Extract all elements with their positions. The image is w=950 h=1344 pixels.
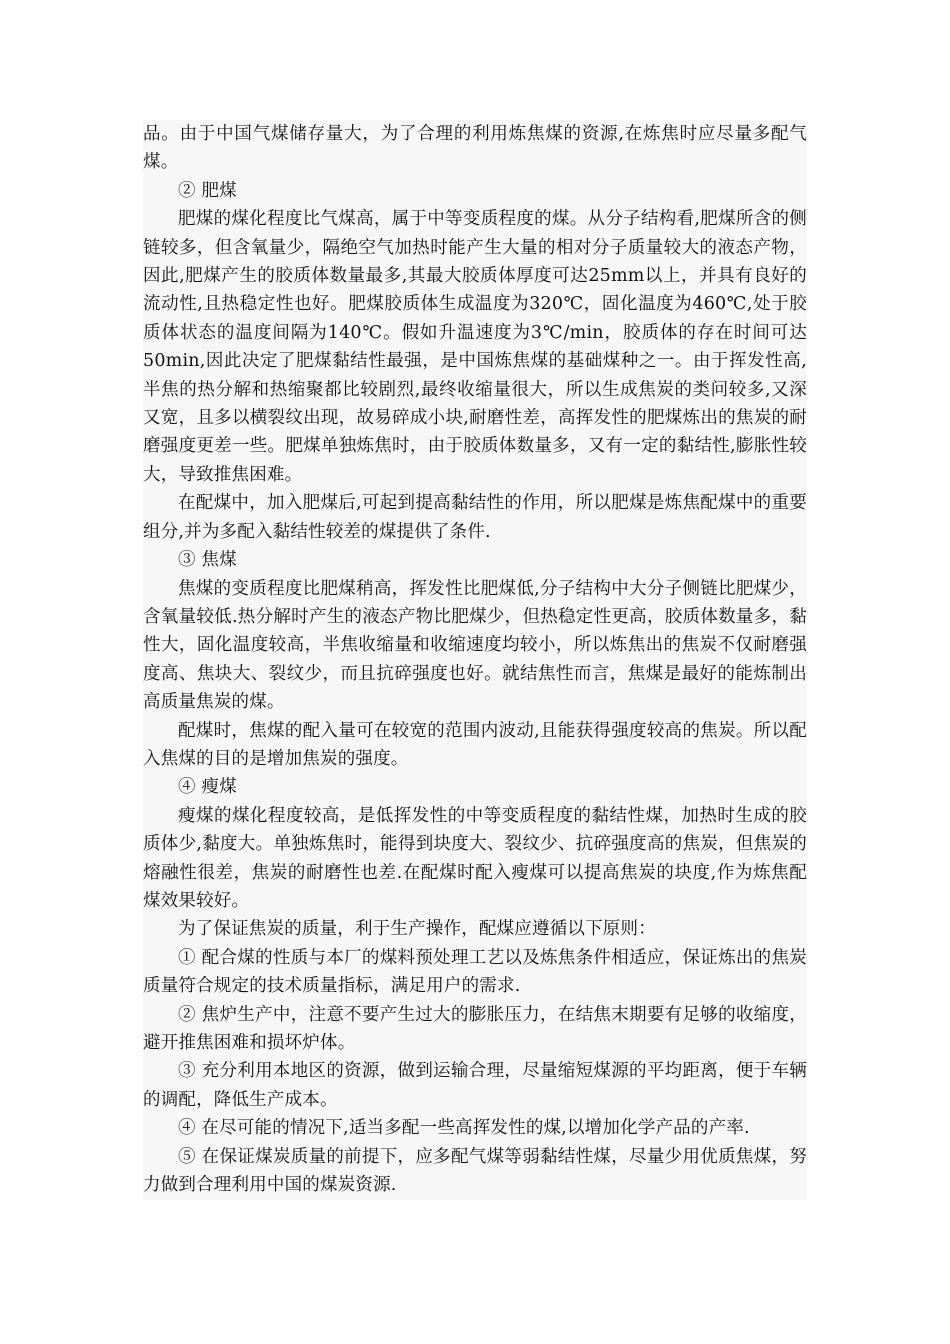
section-heading-jiaomei: ③ 焦煤	[178, 550, 237, 571]
paragraph-shoumei-description: 瘦煤的煤化程度较高，是低挥发性的中等变质程度的黏结性煤，加热时生成的胶质体少,黏度大。单独炼焦时，能得到块度大、裂纹少、抗碎强度高的焦炭，但焦炭的熔融性很差，焦炭的耐磨性也差.在配煤时配入瘦煤可以提高焦炭的块度,作为炼焦配煤效果较好。	[143, 805, 807, 911]
principle-item-1: ① 配合煤的性质与本厂的煤料预处理工艺以及炼焦条件相适应，保证炼出的焦炭质量符合规定的技术质量指标，满足用户的需求.	[143, 947, 807, 997]
section-heading-feimei: ② 肥煤	[178, 180, 237, 201]
paragraph-principles-intro: 为了保证焦炭的质量，利于生产操作，配煤应遵循以下原则：	[178, 919, 656, 940]
document-body	[143, 120, 807, 1200]
principle-item-4: ④ 在尽可能的情况下,适当多配一些高挥发性的煤,以增加化学产品的产率.	[178, 1118, 750, 1139]
principle-item-2: ② 焦炉生产中，注意不要产生过大的膨胀压力，在结焦末期要有足够的收缩度，避开推焦困难和损坏炉体。	[143, 1004, 807, 1053]
section-heading-shoumei: ④ 瘦煤	[178, 777, 237, 798]
paragraph-jiaomei-description: 焦煤的变质程度比肥煤稍高，挥发性比肥煤低,分子结构中大分子侧链比肥煤少，含氧量较低.热分解时产生的液态产物比肥煤少，但热稳定性更高，胶质体数量多，黏性大，固化温度较高，半焦收缩量和收缩速度均较小，所以炼焦出的焦炭不仅耐磨强度高、焦块大、裂纹少，而且抗碎强度也好。就结焦性而言，焦煤是最好的能炼制出高质量焦炭的煤。	[143, 578, 807, 713]
paragraph-feimei-blending: 在配煤中，加入肥煤后,可起到提高黏结性的作用，所以肥煤是炼焦配煤中的重要组分,并为多配入黏结性较差的煤提供了条件.	[143, 493, 807, 542]
principle-item-3: ③ 充分利用本地区的资源，做到运输合理，尽量缩短煤源的平均距离，便于车辆的调配，降低生产成本。	[143, 1061, 807, 1110]
paragraph-feimei-description: 肥煤的煤化程度比气煤高，属于中等变质程度的煤。从分子结构看,肥煤所含的侧链较多，但含氧量少，隔绝空气加热时能产生大量的相对分子质量较大的液态产物，因此,肥煤产生的胶质体数量最多,其最大胶质体厚度可达25mm以上，并具有良好的流动性,且热稳定性也好。肥煤胶质体生成温度为320℃，固化温度为460℃,处于胶质体状态的温度间隔为140℃。假如升温速度为3℃/min，胶质体的存在时间可达50min,因此决定了肥煤黏结性最强，是中国炼焦煤的基础煤种之一。由于挥发性高,半焦的热分解和热缩聚都比较剧烈,最终收缩量很大，所以生成焦炭的类问较多,又深又宽，且多以横裂纹出现，故易碎成小块,耐磨性差，高挥发性的肥煤炼出的焦炭的耐磨强度更差一些。肥煤单独炼焦时，由于胶质体数量多，又有一定的黏结性,膨胀性较大，导致推焦困难。	[143, 209, 807, 485]
paragraph-continuation: 品。由于中国气煤储存量大，为了合理的利用炼焦煤的资源,在炼焦时应尽量多配气煤。	[143, 124, 807, 173]
principle-item-5: ⑤ 在保证煤炭质量的前提下，应多配气煤等弱黏结性煤，尽量少用优质焦煤，努力做到合理利用中国的煤炭资源.	[143, 1146, 807, 1196]
paragraph-jiaomei-blending: 配煤时，焦煤的配入量可在较宽的范围内波动,且能获得强度较高的焦炭。所以配入焦煤的目的是增加焦炭的强度。	[143, 720, 807, 769]
